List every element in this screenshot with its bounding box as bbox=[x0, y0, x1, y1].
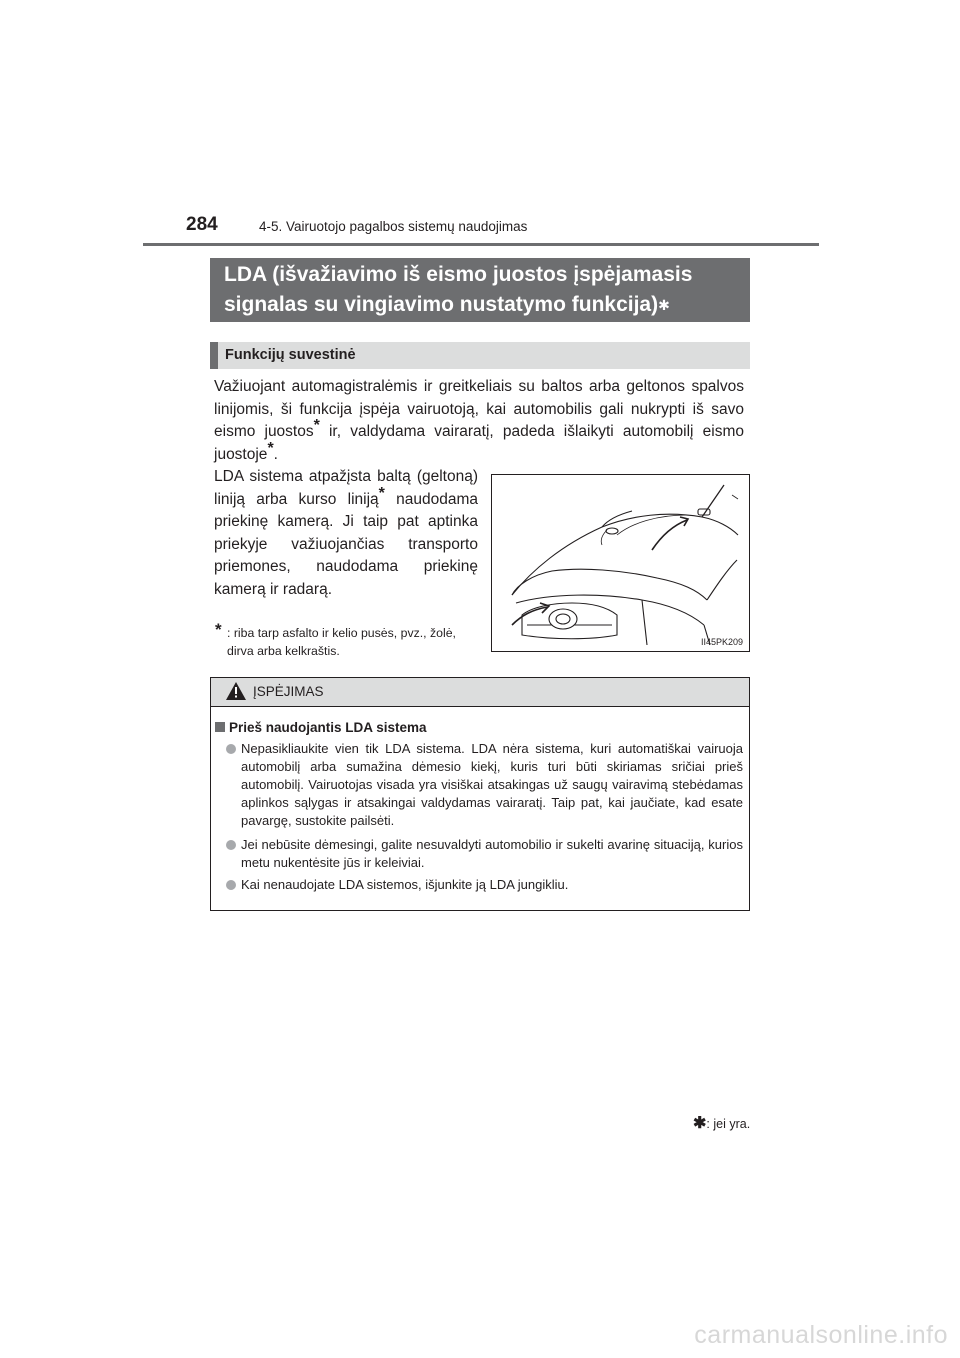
title-line-2 bbox=[224, 290, 750, 320]
bullet-text: Nepasikliaukite vien tik LDA sistema. LDA nėra sistema, kuri automatiškai vairuoja automobilį arba sumažina dėmesio kiekį, kuris turi būti skiriamas sričiai prieš automobilį. Vairuotojas visada yra visiškai atsakingas už saugų vairavimą stebėdamas aplinkos sąlygas ir atsakingai valdydamas vairaratį. Taip pat, kai jaučiate, kad esate pavargę, sustokite pailsėti. bbox=[241, 741, 743, 828]
footnote-text: : riba tarp asfalto ir kelio pusės, pvz., žolė, dirva arba kelkraštis. bbox=[227, 626, 456, 658]
title-asterisk: ✱ bbox=[658, 297, 670, 313]
title-line-2-text: signalas su vingiavimo nustatymo funkcija) bbox=[224, 293, 659, 316]
bullet-text: Kai nenaudojate LDA sistemos, išjunkite ją LDA jungikliu. bbox=[241, 877, 569, 892]
watermark: carmanualsonline.info bbox=[694, 1321, 948, 1349]
warning-heading bbox=[215, 720, 427, 735]
page-number: 284 bbox=[186, 214, 218, 235]
detail-paragraph bbox=[214, 466, 478, 601]
subsection-title: Funkcijų suvestinė bbox=[225, 347, 356, 363]
warning-bullet bbox=[226, 836, 743, 872]
detail-text-a: LDA sistema atpažįsta baltą (geltoną) liniją arba kurso liniją bbox=[214, 468, 478, 508]
circle-bullet-icon bbox=[226, 840, 236, 850]
intro-text-c: . bbox=[273, 445, 278, 463]
figure-code: II45PK209 bbox=[700, 637, 743, 647]
circle-bullet-icon bbox=[226, 744, 236, 754]
footnote bbox=[215, 620, 479, 660]
warning-bullet bbox=[226, 876, 743, 894]
vehicle-illustration bbox=[491, 474, 750, 652]
title-line-1: LDA (išvažiavimo iš eismo juostos įspėjamasis bbox=[224, 263, 693, 286]
subsection-marker bbox=[210, 342, 218, 369]
availability-note bbox=[693, 1113, 750, 1133]
availability-mark: ✱ bbox=[693, 1115, 707, 1132]
warning-heading-text: Prieš naudojantis LDA sistema bbox=[229, 720, 427, 735]
bullet-text: Jei nebūsite dėmesingi, galite nesuvaldyti automobilio ir sukelti avarinę situaciją, kurios metu nukentėsite jūs ir keleiviai. bbox=[241, 837, 743, 870]
intro-text-a: Važiuojant automagistralėmis ir greitkeliais su baltos arba geltonos spalvos linijomis, ši funkcija įspėja vairuotoją, kai automobilis gali nukrypti iš savo eismo juostos bbox=[214, 378, 744, 440]
footnote-ref: * bbox=[378, 484, 385, 502]
section-title: 4-5. Vairuotojo pagalbos sistemų naudojimas bbox=[259, 219, 528, 234]
footnote-ref: * bbox=[267, 439, 274, 457]
availability-text: : jei yra. bbox=[706, 1117, 751, 1131]
square-bullet-icon bbox=[215, 722, 225, 732]
warning-triangle-icon bbox=[226, 682, 246, 700]
footnote-ref: * bbox=[313, 416, 320, 434]
warning-title: ĮSPĖJIMAS bbox=[253, 684, 324, 699]
footnote-mark: * bbox=[215, 620, 222, 639]
header-rule bbox=[143, 243, 819, 246]
intro-paragraph bbox=[214, 376, 744, 466]
detail-text-b: naudodama priekinę kamerą. Ji taip pat aptinka priekyje važiuojančias transporto priemones, naudodama priekinę kamerą ir radarą. bbox=[214, 490, 478, 598]
car-front-drawing bbox=[492, 475, 749, 651]
intro-text-b: ir, valdydama vairaratį, padeda išlaikyti automobilį eismo juostoje bbox=[214, 423, 744, 463]
warning-bullet bbox=[226, 740, 743, 830]
circle-bullet-icon bbox=[226, 880, 236, 890]
page-title bbox=[210, 258, 750, 322]
